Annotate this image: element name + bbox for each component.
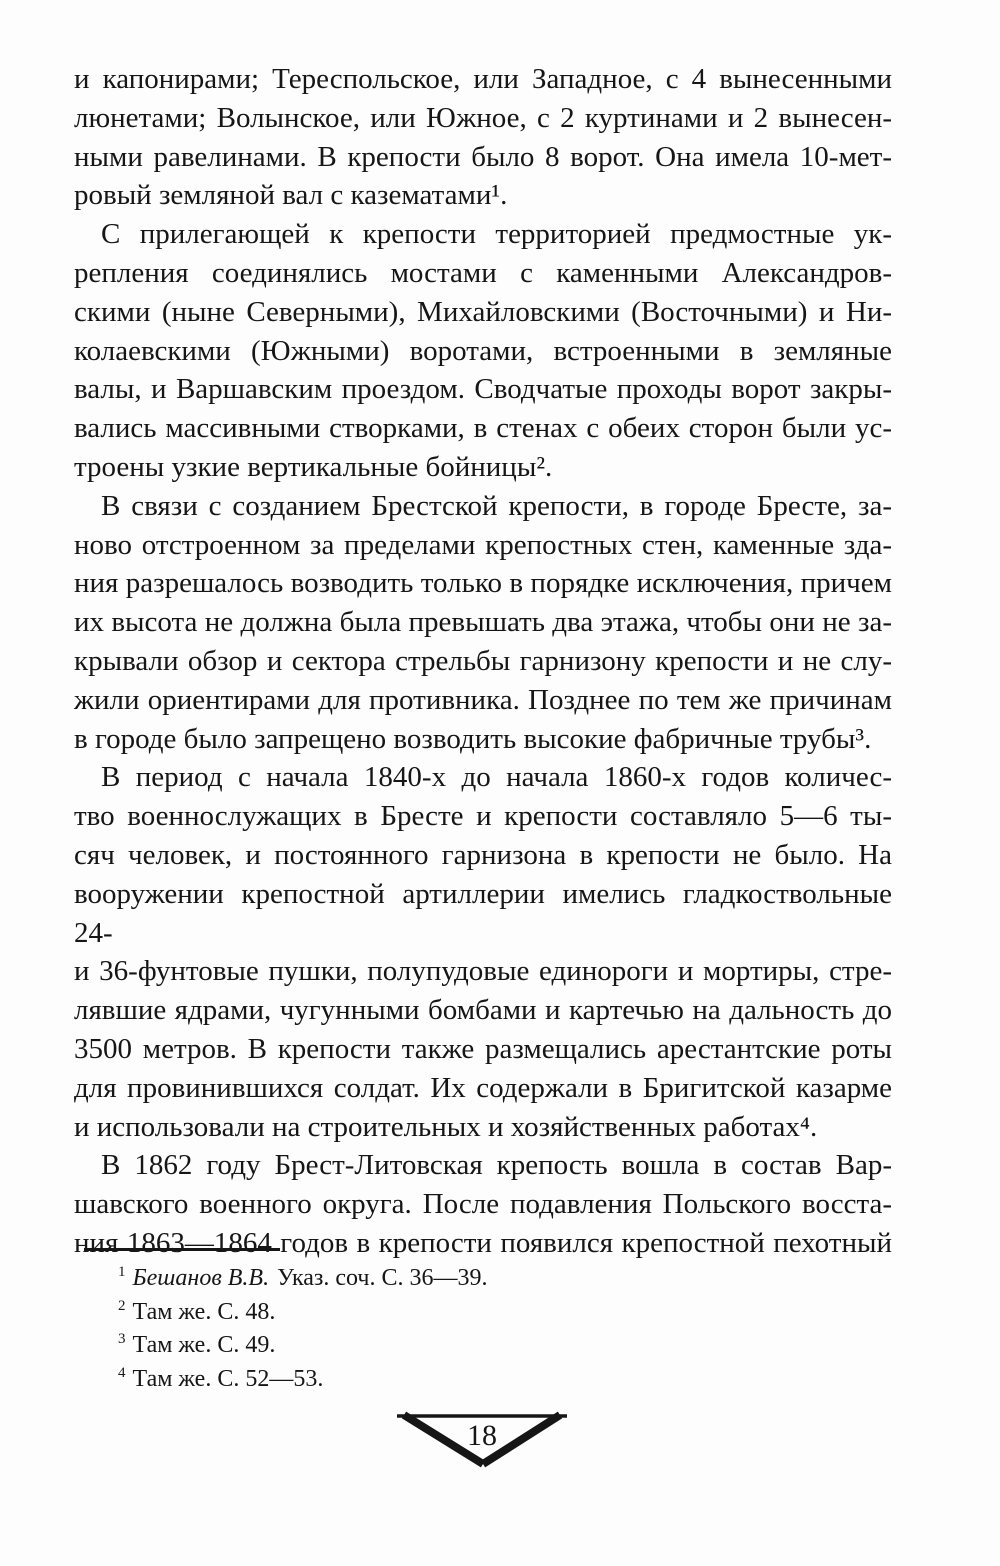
text-line: репления соединялись мостами с каменными Александров-: [74, 256, 892, 289]
footnote-1: [74, 1262, 892, 1296]
footnote-2: [74, 1296, 892, 1330]
footnote-marker: 3: [118, 1331, 126, 1347]
text-line: троены узкие вертикальные бойницы².: [74, 450, 553, 483]
text-line: ния разрешалось возводить только в порядке исключения, причем: [74, 567, 892, 600]
text-line: 3500 метров. В крепости также размещались арестантские роты: [74, 1032, 892, 1065]
text-line: В связи с созданием Брестской крепости, в городе Бресте, за-: [101, 489, 892, 522]
paragraph-5: [74, 1146, 892, 1262]
text-line: шавского военного округа. После подавления Польского восста-: [74, 1188, 892, 1221]
text-line: колаевскими (Южными) воротами, встроенными в земляные: [74, 334, 892, 367]
text-line: ново отстроенном за пределами крепостных стен, каменные зда-: [74, 528, 892, 561]
paragraph-4: [74, 758, 892, 1146]
paragraph-1: [74, 60, 892, 215]
footnote-text: Указ. соч. С. 36—39.: [277, 1265, 488, 1291]
text-line: валы, и Варшавским проездом. Сводчатые проходы ворот закры-: [74, 373, 892, 406]
footnote-marker: 2: [118, 1297, 126, 1314]
text-line: тво военнослужащих в Бресте и крепости составляло 5—6 ты-: [74, 800, 892, 833]
text-line: вались массивными створками, в стенах с обеих сторон были ус-: [74, 412, 892, 445]
text-line: лявшие ядрами, чугунными бомбами и картечью на дальность до: [74, 994, 892, 1027]
body-text: [74, 60, 892, 1263]
page-number-triangle-icon: [394, 1408, 570, 1470]
text-line: и 36-фунтовые пушки, полупудовые единороги и мортиры, стре-: [74, 955, 892, 988]
text-line: их высота не должна была превышать два этажа, чтобы они не за-: [74, 606, 892, 639]
text-line: сяч человек, и постоянного гарнизона в крепости не было. На: [74, 838, 892, 871]
text-line: ными равелинами. В крепости было 8 ворот. Она имела 10-мет-: [74, 140, 892, 173]
paragraph-3: [74, 487, 892, 759]
footnote-marker: 4: [118, 1364, 126, 1381]
text-line: ния 1863—1864 годов в крепости появился крепостной пехотный: [74, 1226, 892, 1259]
text-line: ровый земляной вал с казематами¹.: [74, 179, 508, 212]
footnotes-section: [74, 1248, 892, 1396]
text-line: и использовали на строительных и хозяйственных работах⁴.: [74, 1110, 818, 1143]
text-line: крывали обзор и сектора стрельбы гарнизону крепости и не слу-: [74, 644, 892, 677]
text-line: вооружении крепостной артиллерии имелись гладкоствольные 24-: [74, 877, 892, 949]
text-line: для провинившихся солдат. Их содержали в Бригитской казарме: [74, 1071, 892, 1104]
footnote-text: Там же. С. 48.: [132, 1298, 276, 1325]
text-line: В 1862 году Брест-Литовская крепость вошла в состав Вар-: [101, 1149, 892, 1182]
footnote-separator: [84, 1248, 280, 1251]
text-line: скими (ныне Северными), Михайловскими (Восточными) и Ни-: [74, 295, 892, 328]
text-line: жили ориентирами для противника. Позднее по тем же причинам: [74, 683, 892, 716]
text-line: в городе было запрещено возводить высокие фабричные трубы³.: [74, 722, 872, 755]
footnote-text: Там же. С. 52—53.: [132, 1365, 324, 1392]
page-number-ornament: [394, 1408, 570, 1475]
paragraph-2: [74, 215, 892, 487]
text-line: люнетами; Волынское, или Южное, с 2 куртинами и 2 вынесен-: [74, 101, 892, 134]
footnote-text: Там же. С. 49.: [132, 1332, 276, 1358]
text-line: В период с начала 1840-х до начала 1860-х годов количес-: [101, 761, 892, 794]
footnote-3: [74, 1329, 892, 1363]
footnote-4: [74, 1363, 892, 1397]
footnote-author: Бешанов В.В.: [132, 1265, 270, 1291]
text-line: и капонирами; Тереспольское, или Западное, с 4 вынесенными: [74, 63, 892, 95]
text-line: С прилегающей к крепости территорией предмостные ук-: [101, 218, 892, 251]
page-number: 18: [467, 1419, 497, 1452]
footnote-marker: 1: [118, 1264, 126, 1280]
